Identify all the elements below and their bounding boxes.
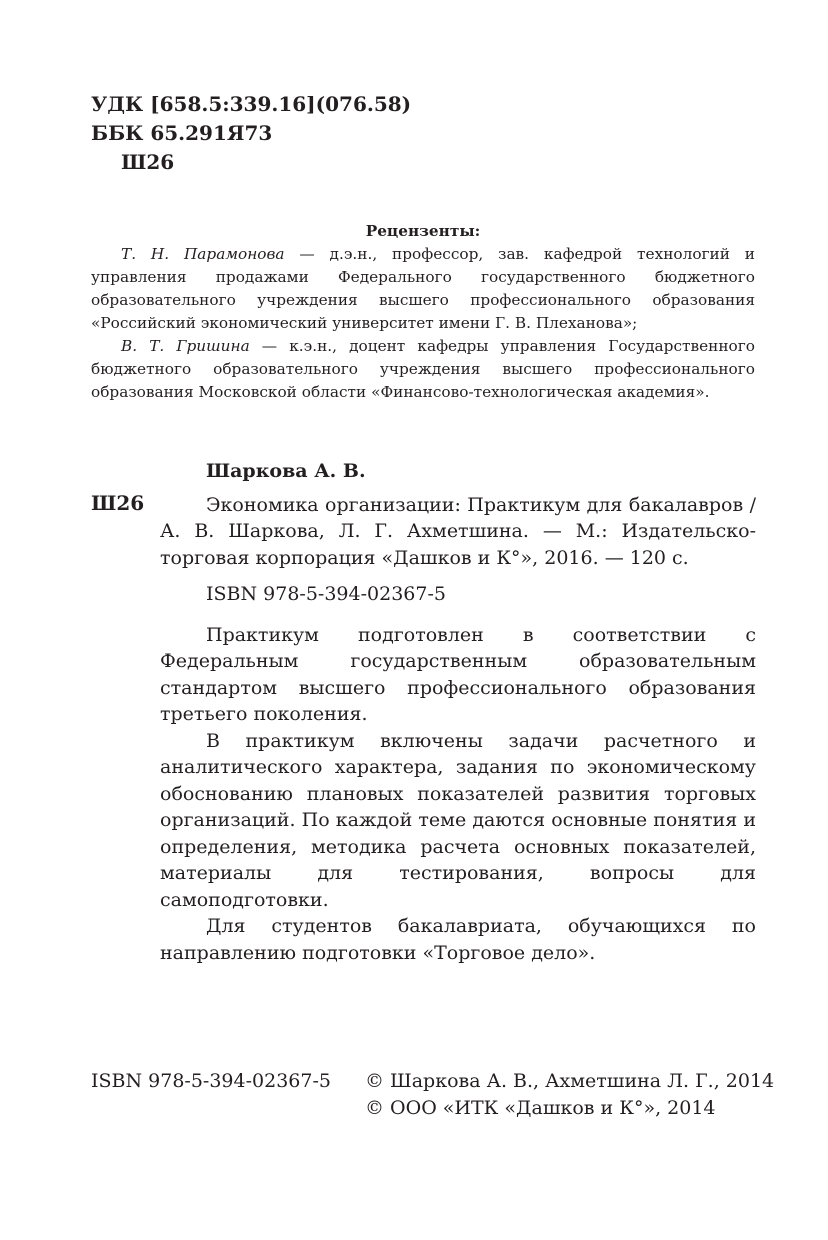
copyright-publisher: © ООО «ИТК «Дашков и К°», 2014 [365,1096,716,1119]
author-mark: Ш26 [121,150,175,174]
reviewer-1-name: Т. Н. Парамонова [121,245,285,263]
annotation-paragraph: Практикум подготовлен в соответствии с Федеральным государственным образовательным стандартом высшего профессионального образования третьего поколения. [160,623,756,725]
copyright-authors: © Шаркова А. В., Ахметшина Л. Г., 2014 [365,1070,775,1092]
reviewers-heading: Рецензенты: [365,222,481,240]
reviewer-2-text: — к.э.н., доцент кафедры управления Государственного бюджетного образовательного учреждения высшего профессионального образования Московской области «Финансово-технологическая академия». [91,337,755,401]
catalog-author: Шаркова А. В. [206,460,366,482]
footer-isbn: ISBN 978-5-394-02367-5 [91,1070,331,1092]
annotation-paragraph: Для студентов бакалавриата, обучающихся по направлению подготовки «Торговое дело». [160,915,756,964]
copyright-block [365,1068,774,1121]
annotation-paragraph: В практикум включены задачи расчетного и аналитического характера, задания по экономическому обоснованию плановых показателей развития торговых организаций. По каждой теме даются основные понятия и определения, методика расчета основных показателей, материалы для тестирования, вопросы для самоподготовки. [160,729,756,911]
classification-codes [91,90,411,177]
catalog-isbn: ISBN 978-5-394-02367-5 [206,583,446,605]
catalog-entry [160,458,756,966]
reviewer-2-name: В. Т. Гришина [121,337,250,355]
udk-code: УДК [658.5:339.16](076.58) [91,92,412,116]
reviewer-1-text: — д.э.н., профессор, зав. кафедрой технологий и управления продажами Федерального государственного бюджетного образовательного учреждения высшего профессионального образования «Российский экономический университет имени Г. В. Плеханова»; [91,245,755,332]
bbk-code: ББК 65.291Я73 [91,121,273,145]
reviewer-2 [91,335,755,404]
catalog-author-mark: Ш26 [91,491,145,515]
bibliographic-description: Экономика организации: Практикум для бакалавров / А. В. Шаркова, Л. Г. Ахметшина. — М.: Издательско-торговая корпорация «Дашков и К°», 2016. — 120 с. [160,493,756,569]
reviewer-1 [91,243,755,335]
reviewers-block [91,220,755,404]
